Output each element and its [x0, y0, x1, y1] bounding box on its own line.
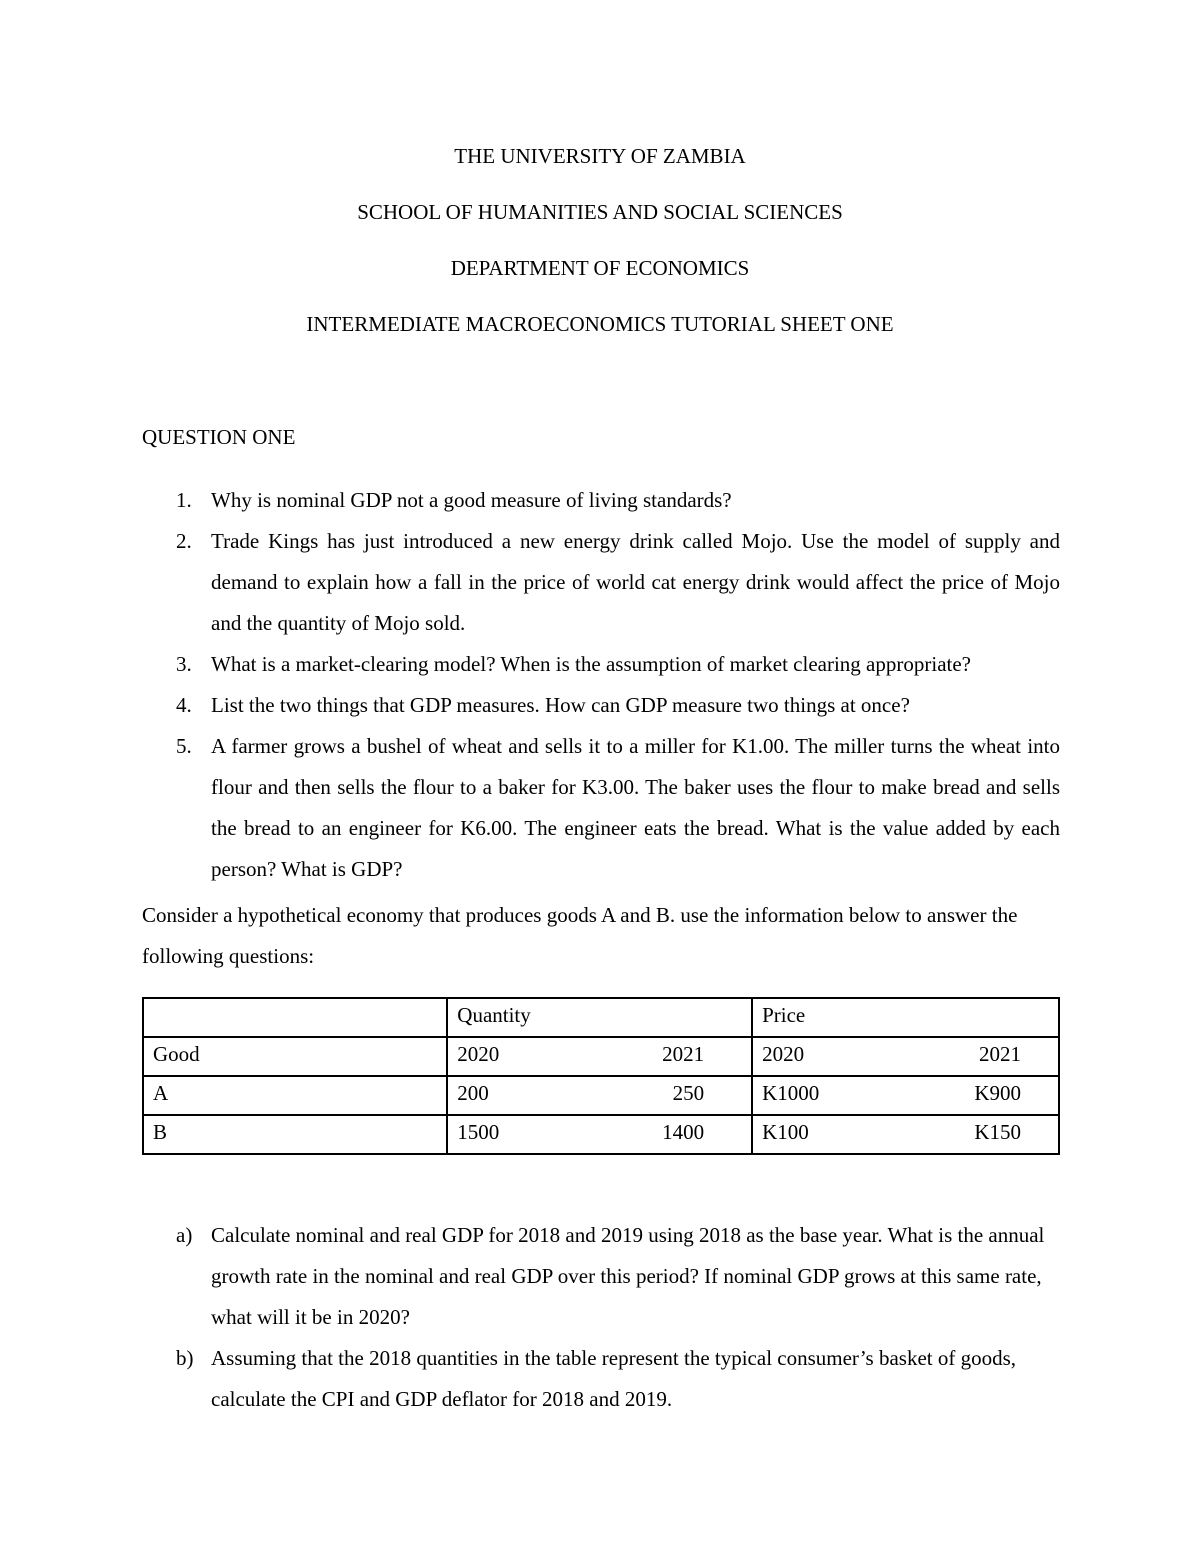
table-cell: [143, 998, 447, 1037]
cell-value: 2021: [662, 1042, 705, 1066]
question-text: List the two things that GDP measures. How can GDP measure two things at once?: [211, 693, 910, 717]
cell-value: K100: [762, 1120, 809, 1144]
sub-question-number: a): [176, 1223, 193, 1247]
cell-value: 2020: [762, 1042, 805, 1066]
table-row: [143, 998, 1059, 1037]
cell-value: K900: [974, 1081, 1021, 1105]
school-heading: SCHOOL OF HUMANITIES AND SOCIAL SCIENCES: [357, 200, 843, 224]
table-row: [143, 1115, 1059, 1154]
sub-question-text: Calculate nominal and real GDP for 2018 and 2019 using 2018 as the base year. What is the annual growth rate in the nominal and real GDP over this period? If nominal GDP grows at this same rate, what will it be in 2020?: [211, 1223, 1045, 1329]
department-heading: DEPARTMENT OF ECONOMICS: [450, 256, 750, 280]
table-cell: [447, 1115, 752, 1154]
question-text: Trade Kings has just introduced a new energy drink called Mojo. Use the model of supply and demand to explain how a fall in the price of world cat energy drink would affect the price of Mojo and the quantity of Mojo sold.: [211, 529, 1060, 635]
table-cell: Price: [752, 998, 1059, 1037]
cell-value: K150: [974, 1120, 1021, 1144]
table-row: [143, 1037, 1059, 1076]
sub-question-number: b): [176, 1346, 194, 1370]
cell-value: 1500: [457, 1120, 500, 1144]
question-number: 2.: [176, 529, 192, 553]
cell-value: K1000: [762, 1081, 820, 1105]
question-text: Why is nominal GDP not a good measure of living standards?: [211, 488, 732, 512]
sub-question-text: Assuming that the 2018 quantities in the table represent the typical consumer’s basket of goods, calculate the CPI and GDP deflator for 2018 and 2019.: [211, 1346, 1017, 1411]
table-cell: [752, 1037, 1059, 1076]
sheet-title: INTERMEDIATE MACROECONOMICS TUTORIAL SHEET ONE: [306, 312, 894, 336]
table-cell: [447, 1076, 752, 1115]
list-item: [142, 726, 1060, 890]
list-item: [142, 644, 1060, 685]
question-number: 5.: [176, 734, 192, 758]
table-cell: [447, 1037, 752, 1076]
cell-value: 200: [457, 1081, 489, 1105]
question-number: 1.: [176, 488, 192, 512]
list-item: [142, 685, 1060, 726]
table-cell: Quantity: [447, 998, 752, 1037]
table-cell: [752, 1076, 1059, 1115]
section-title: QUESTION ONE: [142, 425, 296, 449]
question-list: [142, 480, 1060, 890]
table-cell: A: [143, 1076, 447, 1115]
question-text: A farmer grows a bushel of wheat and sells it to a miller for K1.00. The miller turns the wheat into flour and then sells the flour to a baker for K3.00. The baker uses the flour to make bread and sells the bread to an engineer for K6.00. The engineer eats the bread. What is the value added by each person? What is GDP?: [211, 734, 1060, 881]
cell-value: 1400: [662, 1120, 705, 1144]
table-cell: Good: [143, 1037, 447, 1076]
cell-value: 2021: [979, 1042, 1021, 1066]
intro-paragraph: Consider a hypothetical economy that produces goods A and B. use the information below to answer the following questions:: [142, 903, 1018, 968]
list-item: [142, 480, 1060, 521]
table-row: [143, 1076, 1059, 1115]
cell-value: 2020: [457, 1042, 500, 1066]
data-table: [142, 997, 1060, 1155]
question-number: 4.: [176, 693, 192, 717]
list-item: [142, 521, 1060, 644]
cell-value: 250: [672, 1081, 705, 1105]
table-cell: [752, 1115, 1059, 1154]
list-item: [142, 1338, 1060, 1420]
sub-question-list: [142, 1215, 1060, 1420]
question-text: What is a market-clearing model? When is the assumption of market clearing appropriate?: [211, 652, 971, 676]
question-number: 3.: [176, 652, 192, 676]
list-item: [142, 1215, 1060, 1338]
table-cell: B: [143, 1115, 447, 1154]
university-heading: THE UNIVERSITY OF ZAMBIA: [454, 144, 746, 168]
